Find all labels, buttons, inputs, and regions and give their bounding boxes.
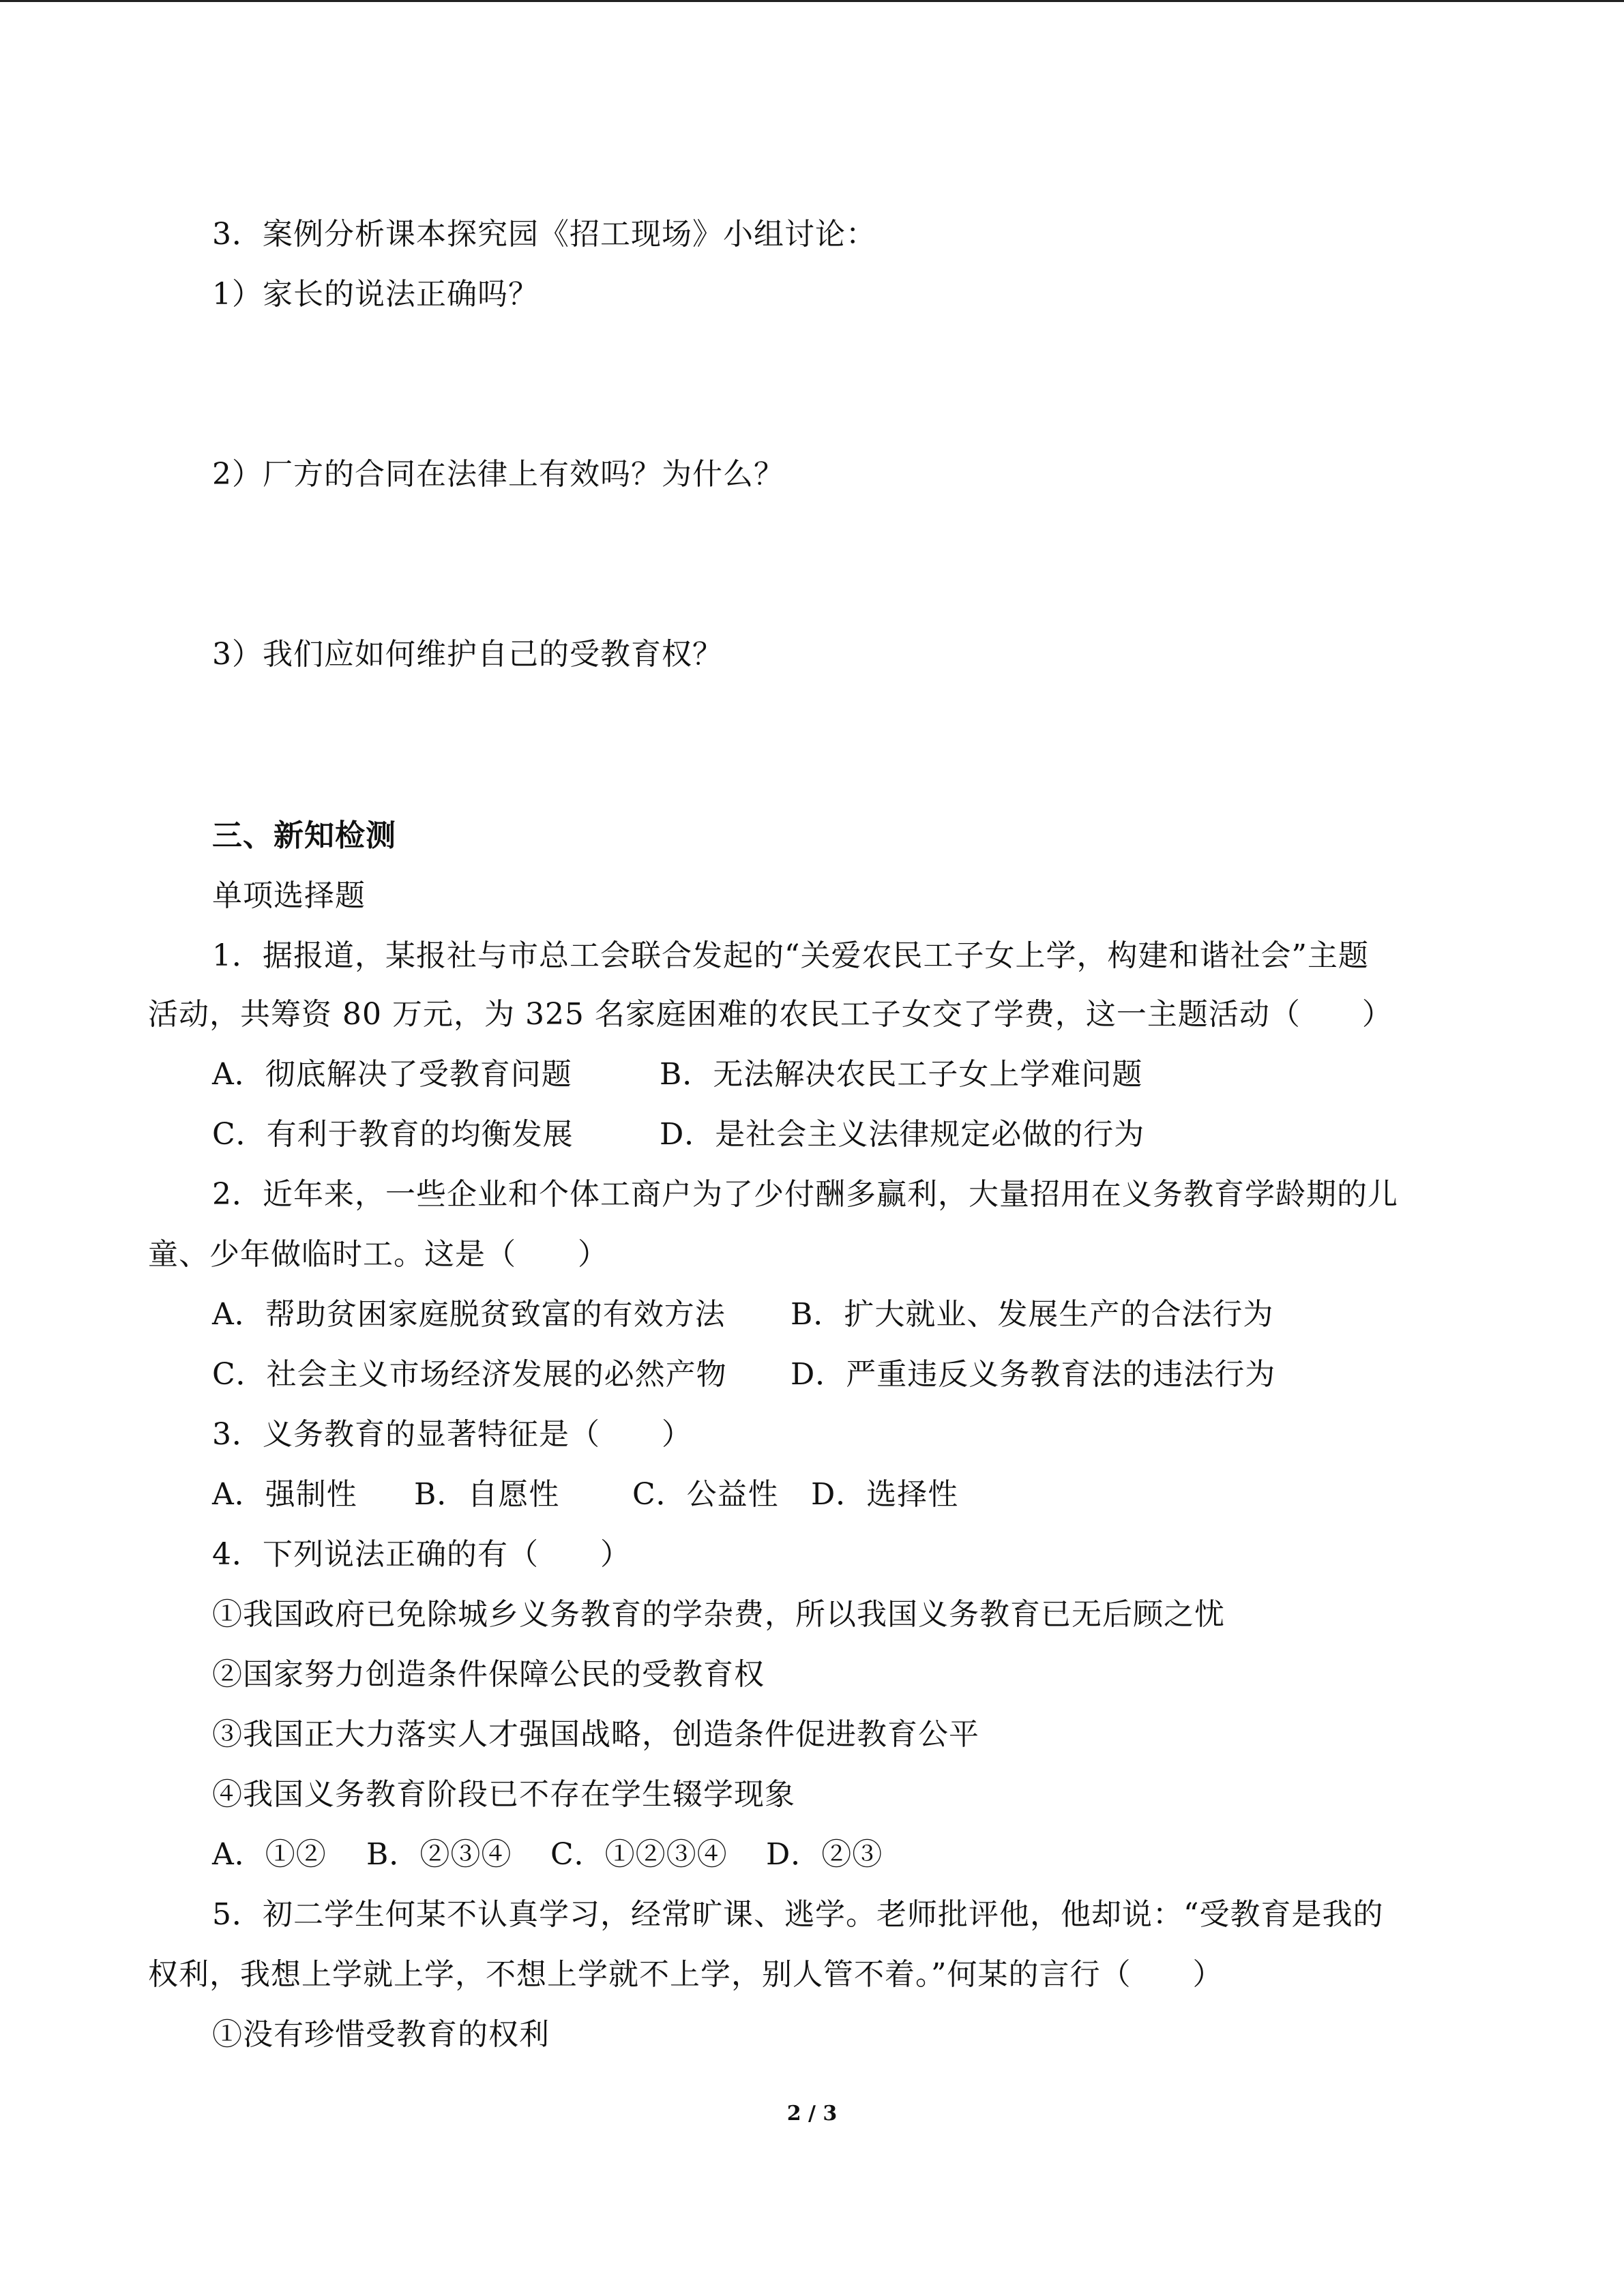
question-3-option-c: C．公益性 [632, 1477, 779, 1512]
question-4-statement-4: ④我国义务教育阶段已不存在学生辍学现象 [212, 1777, 795, 1812]
question-3-option-d: D．选择性 [811, 1477, 959, 1512]
question-2-options-row-2 [212, 1356, 1275, 1394]
question-2-option-b: B．扩大就业、发展生产的合法行为 [791, 1297, 1274, 1332]
question-1-option-a: A．彻底解决了受教育问题 [212, 1057, 572, 1092]
question-5-stem-line-1: 5．初二学生何某不认真学习，经常旷课、逃学。老师批评他，他却说：“受教育是我的 [212, 1897, 1384, 1932]
question-1-option-c: C．有利于教育的均衡发展 [212, 1117, 574, 1152]
question-1-option-b: B．无法解决农民工子女上学难问题 [660, 1057, 1143, 1092]
question-1-stem-line-2: 活动，共筹资 80 万元，为 325 名家庭困难的农民工子女交了学费，这一主题活动（ ） [148, 997, 1393, 1032]
question-1-option-d: D．是社会主义法律规定必做的行为 [660, 1117, 1145, 1152]
question-3-option-b: B．自愿性 [414, 1477, 560, 1512]
case-analysis-intro: 3．案例分析课本探究园《招工现场》小组讨论： [212, 217, 876, 252]
question-3-stem: 3．义务教育的显著特征是（ ） [212, 1417, 692, 1452]
question-4-option-a: A．①② [212, 1837, 327, 1872]
question-4-statement-1: ①我国政府已免除城乡义务教育的学杂费，所以我国义务教育已无后顾之忧 [212, 1597, 1225, 1632]
question-2-stem-line-2: 童、少年做临时工。这是（ ） [148, 1237, 608, 1272]
question-4-options [212, 1836, 883, 1874]
question-3-option-a: A．强制性 [212, 1477, 357, 1512]
question-1-stem-line-1: 1．据报道，某报社与市总工会联合发起的“关爱农民工子女上学，构建和谐社会”主题 [212, 938, 1369, 973]
case-question-2: 2）厂方的合同在法律上有效吗？为什么？ [212, 457, 784, 492]
question-1-options-row-1 [212, 1056, 1142, 1094]
question-5-statement-1: ①没有珍惜受教育的权利 [212, 2017, 550, 2052]
question-1-options-row-2 [212, 1116, 1145, 1154]
case-question-1: 1）家长的说法正确吗？ [212, 277, 539, 312]
document-page [148, 0, 1478, 2296]
question-2-option-c: C．社会主义市场经济发展的必然产物 [212, 1357, 727, 1392]
question-4-statement-3: ③我国正大力落实人才强国战略，创造条件促进教育公平 [212, 1717, 979, 1752]
question-3-options [212, 1476, 958, 1514]
question-5-stem-line-2: 权利，我想上学就上学，不想上学就不上学，别人管不着。”何某的言行（ ） [148, 1957, 1224, 1992]
page-number: 2 / 3 [786, 2102, 838, 2126]
question-4-option-d: D．②③ [766, 1837, 883, 1872]
question-2-option-a: A．帮助贫困家庭脱贫致富的有效方法 [212, 1297, 726, 1332]
section-subheading: 单项选择题 [212, 878, 366, 913]
question-2-stem-line-1: 2．近年来，一些企业和个体工商户为了少付酬多赢利，大量招用在义务教育学龄期的儿 [212, 1177, 1398, 1212]
question-4-statement-2: ②国家努力创造条件保障公民的受教育权 [212, 1657, 765, 1692]
question-2-options-row-1 [212, 1296, 1273, 1334]
question-2-option-d: D．严重违反义务教育法的违法行为 [791, 1357, 1276, 1392]
question-4-option-c: C．①②③④ [550, 1837, 728, 1872]
question-4-option-b: B．②③④ [366, 1837, 512, 1872]
section-heading: 三、新知检测 [212, 818, 396, 853]
question-4-stem: 4．下列说法正确的有（ ） [212, 1537, 631, 1572]
case-question-3: 3）我们应如何维护自己的受教育权？ [212, 637, 723, 672]
